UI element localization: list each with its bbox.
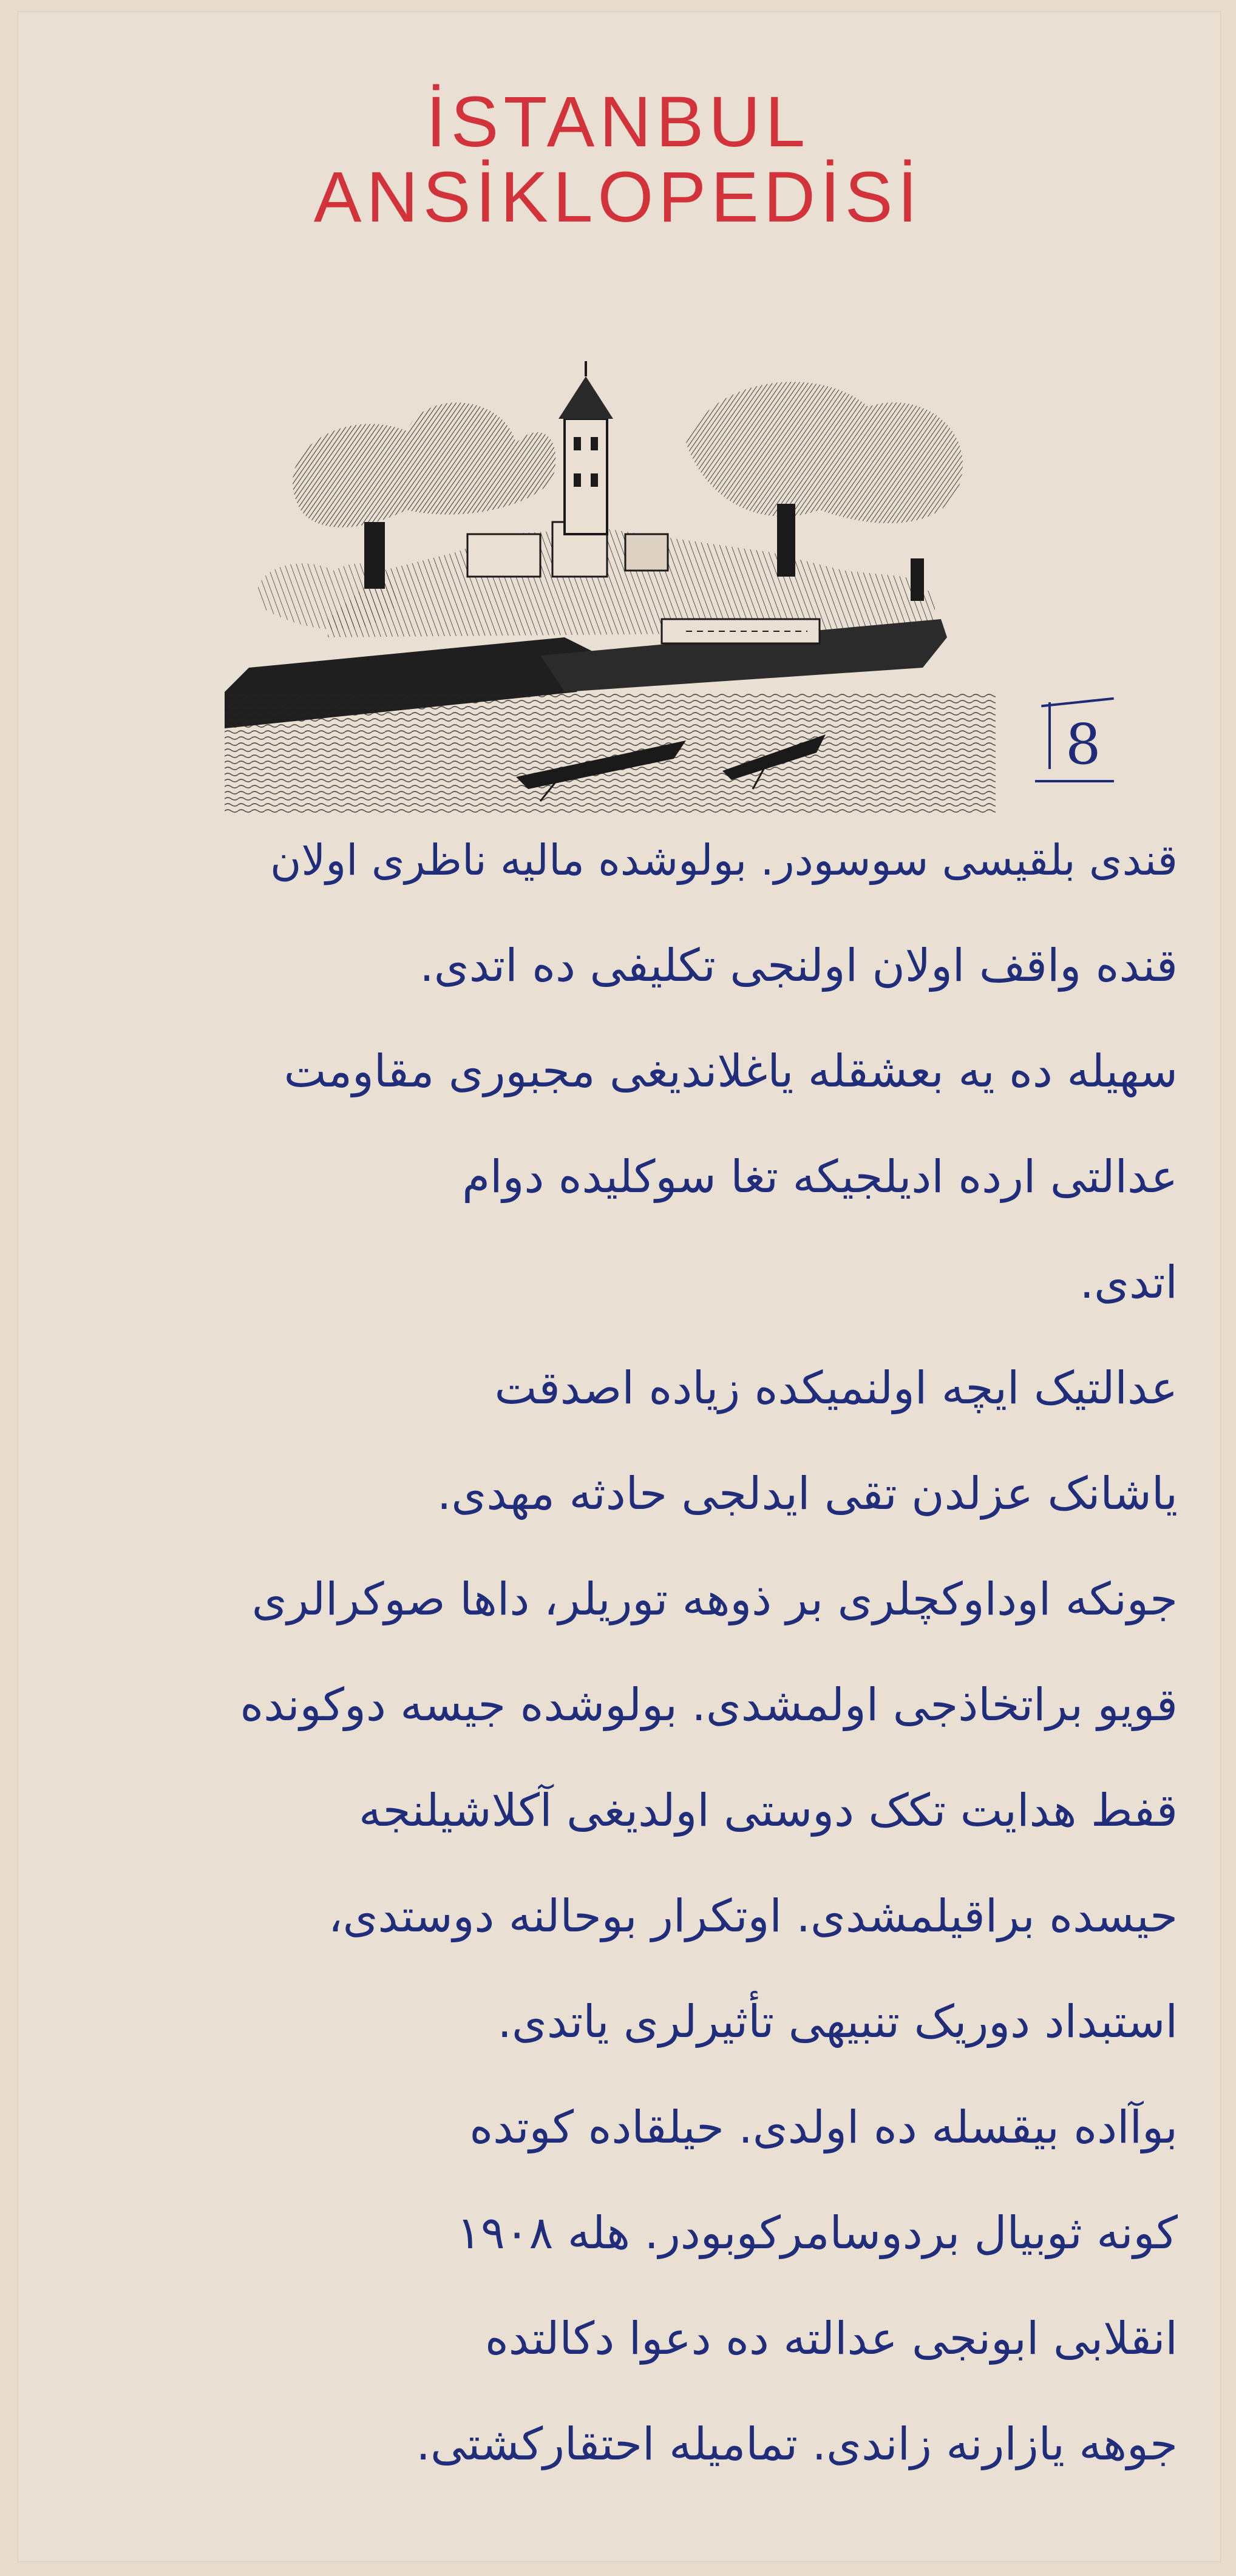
masthead-title-line-1: İSTANBUL — [426, 82, 810, 162]
manuscript-line-10: قفط هدایت تکک دوستی اولدیغی آکلاشیلنجه — [359, 1785, 1178, 1837]
manuscript-line-16: جوهه یازارنه زاندی. تمامیله احتقارکشتی. — [416, 2418, 1178, 2470]
manuscript-line-5: اتدی. — [1079, 1256, 1178, 1309]
manuscript-line-2: قنده واقف اولان اولنجی تکلیفی ده اتدی. — [419, 940, 1178, 992]
manuscript-line-6: عدالتیک ایچه اولنمیکده زیاده اصدقت — [494, 1362, 1178, 1414]
manuscript-line-14: کونه ثوبیال بردوسامرکوبودر. هله ١٩٠٨ — [457, 2207, 1178, 2259]
galata-tower-engraving — [225, 352, 996, 813]
manuscript-line-4: عدالتی ارده ادیلجیکه تغا سوکلیده دوام — [462, 1151, 1178, 1203]
page-marker-top-stroke — [1041, 697, 1114, 708]
manuscript-line-1: قندی بلقیسی سوسودر. بولوشده مالیه ناظری اولان — [270, 835, 1178, 885]
page-number-marker — [1035, 689, 1120, 810]
page-marker-side-stroke — [1048, 702, 1051, 769]
page-marker-underline — [1035, 780, 1114, 782]
manuscript-line-8: جونکه اوداوکچلری بر ذوهه توریلر، داها صوکرالری — [251, 1573, 1178, 1625]
manuscript-line-9: قویو براتخاذجی اولمشدی. بولوشده جیسه دوکونده — [240, 1679, 1178, 1731]
handwritten-manuscript — [36, 807, 1178, 2519]
masthead — [0, 82, 1236, 237]
page-number: 8 — [1065, 712, 1101, 777]
manuscript-line-15: انقلابی ابونجی عدالته ده دعوا دکالتده — [484, 2313, 1178, 2365]
manuscript-line-7: یاشانک عزلدن تقی ایدلجی حادثه مهدی. — [436, 1468, 1178, 1520]
manuscript-line-13: بوآاده بیقسله ده اولدی. حیلقاده کوتده — [469, 2101, 1178, 2154]
masthead-title-line-2: ANSİKLOPEDİSİ — [313, 157, 923, 237]
manuscript-line-3: سهیله ده یه بعشقله یاغلاندیغی مجبوری مقاومت — [284, 1045, 1178, 1097]
manuscript-line-12: استبداد دوریک تنبیهی تأثیرلری یاتدی. — [497, 1996, 1178, 2048]
manuscript-line-11: حیسده براقیلمشدی. اوتکرار بوحالنه دوستدی، — [328, 1890, 1178, 1942]
